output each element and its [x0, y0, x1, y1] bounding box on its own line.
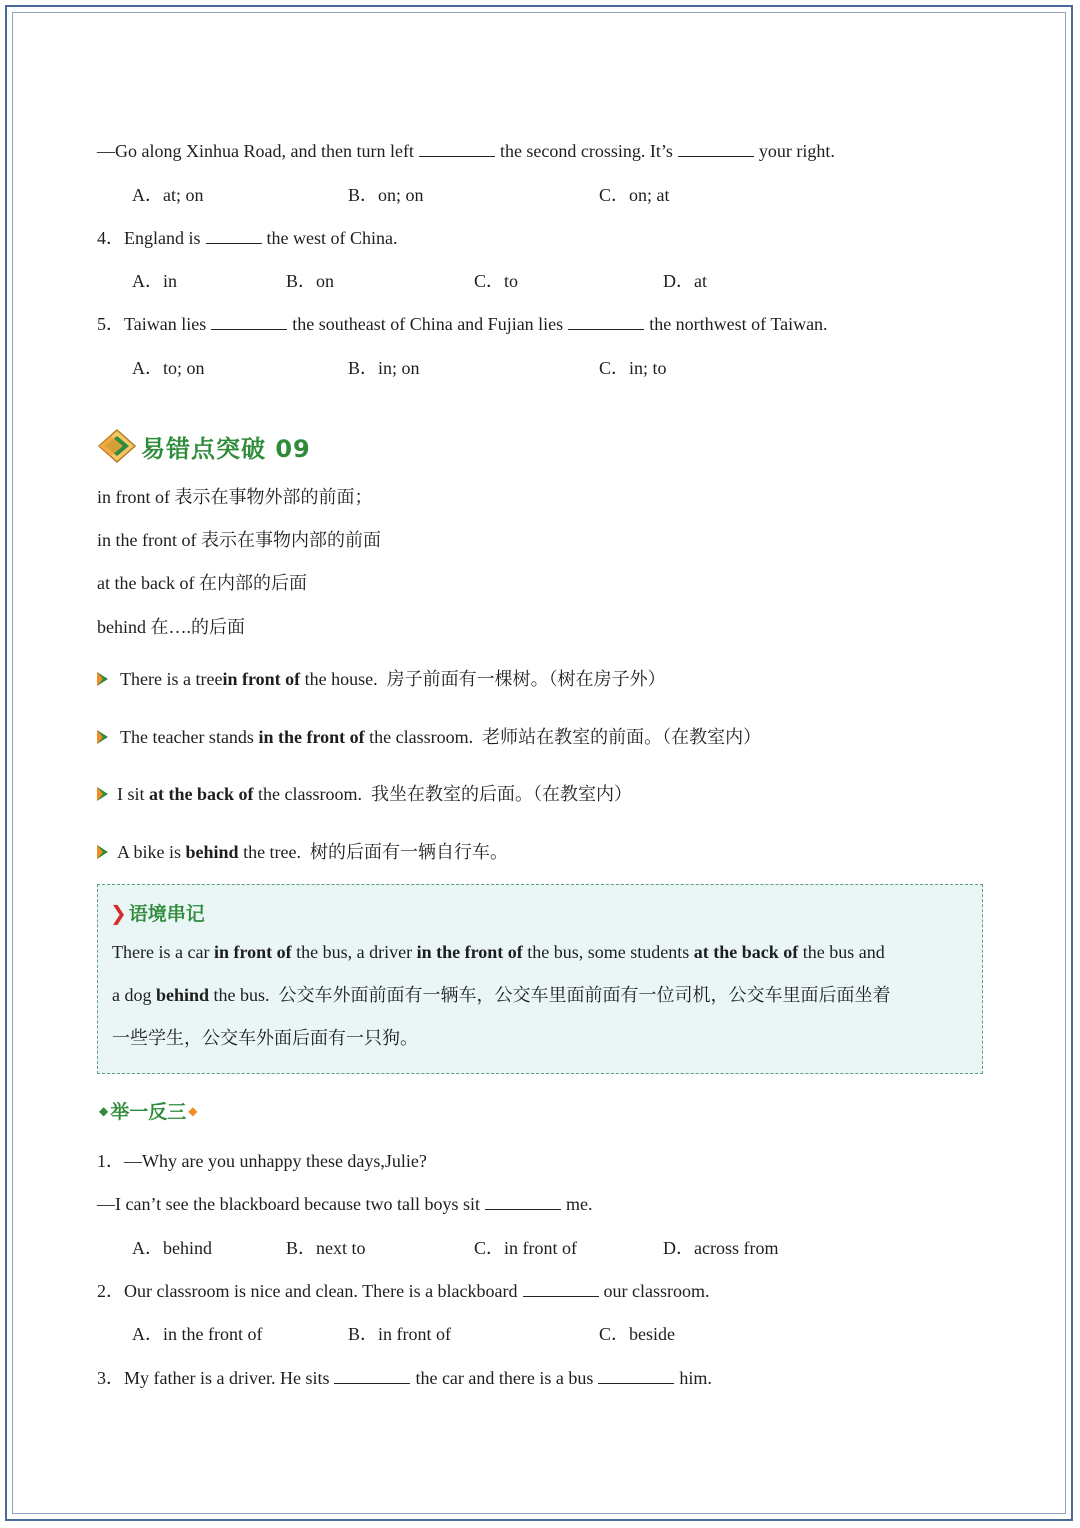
diamond-icon [97, 428, 137, 464]
answer-blank [419, 140, 495, 157]
answer-blank [334, 1367, 410, 1384]
triangle-bullet-icon [97, 845, 108, 859]
practice-2-question [97, 1279, 710, 1303]
memo-line: 一些学生，公交车外面后面有一只狗。 [112, 1028, 418, 1048]
example-keyword: behind [185, 842, 239, 862]
practice-title: 举一反三 [110, 1101, 187, 1123]
memo-text: a dog [112, 985, 156, 1005]
practice-3-question [97, 1366, 712, 1390]
example-text: The teacher stands [120, 727, 259, 747]
memo-text: the bus and [798, 942, 885, 962]
memo-text: There is a car [112, 942, 214, 962]
triangle-bullet-icon [97, 672, 108, 686]
memo-line [112, 940, 885, 964]
question-text: the northwest of Taiwan. [649, 314, 828, 334]
example-keyword: in front of [222, 669, 301, 689]
option-b: B．in; on [348, 358, 420, 378]
section-title: 易错点突破 09 [141, 434, 311, 463]
memo-text: the bus, some students [522, 942, 694, 962]
option-a: A．in [132, 271, 177, 291]
example-text: the classroom. 我坐在教室的后面。（在教室内） [253, 784, 632, 804]
example-sentence [97, 667, 666, 691]
question-text: the second crossing. It’s [499, 141, 673, 161]
answer-blank [598, 1367, 674, 1384]
memo-keyword: behind [156, 985, 210, 1005]
memo-line [112, 983, 891, 1007]
example-keyword: in the front of [258, 727, 365, 747]
option-c: C．in; to [599, 358, 667, 378]
memo-text: the bus, a driver [291, 942, 417, 962]
option-b: B．in front of [348, 1324, 451, 1344]
question-5-text [97, 312, 828, 336]
question-text: the car and there is a bus [415, 1368, 594, 1388]
practice-heading [97, 1097, 199, 1124]
answer-blank [211, 313, 287, 330]
option-c: C．to [474, 271, 519, 291]
question-text: 4．England is [97, 228, 201, 248]
answer-blank [206, 227, 262, 244]
question-text: our classroom. [603, 1281, 710, 1301]
practice-1-question [97, 1192, 593, 1216]
question-4-text [97, 226, 397, 250]
note-line: in the front of 表示在事物内部的前面 [97, 530, 381, 550]
memo-title-text: 语境串记 [128, 903, 205, 925]
example-sentence [97, 840, 508, 864]
triangle-bullet-icon [97, 730, 108, 744]
answer-blank [523, 1280, 599, 1297]
option-a: A．in the front of [132, 1324, 263, 1344]
example-text: I sit [117, 784, 150, 804]
practice-1-question: 1．—Why are you unhappy these days,Julie? [97, 1151, 427, 1171]
example-text: the classroom. 老师站在教室的前面。（在教室内） [364, 727, 762, 747]
option-c: C．beside [599, 1324, 675, 1344]
option-c: C．in front of [474, 1238, 577, 1258]
question-text: 2．Our classroom is nice and clean. There is a blackboard [97, 1281, 518, 1301]
note-line: in front of 表示在事物外部的前面； [97, 487, 373, 507]
example-text: There is a tree [120, 669, 223, 689]
example-sentence [97, 725, 761, 749]
question-text: him. [679, 1368, 712, 1388]
section-heading [97, 428, 311, 464]
question-text: —Go along Xinhua Road, and then turn left [97, 141, 414, 161]
triangle-bullet-icon [97, 787, 108, 801]
context-memo-box [97, 884, 983, 1074]
option-d: D．at [663, 271, 707, 291]
option-a: A．behind [132, 1238, 212, 1258]
note-line: behind 在….的后面 [97, 617, 245, 637]
question-3-text [97, 139, 835, 163]
memo-text: the bus. 公交车外面前面有一辆车，公交车里面前面有一位司机，公交车里面后面坐着 [209, 985, 891, 1005]
answer-blank [678, 140, 754, 157]
option-c: C．on; at [599, 185, 670, 205]
option-a: A．at; on [132, 185, 204, 205]
option-a: A．to; on [132, 358, 205, 378]
option-d: D．across from [663, 1238, 779, 1258]
memo-keyword: at the back of [693, 942, 799, 962]
memo-title [110, 899, 205, 926]
option-b: B．next to [286, 1238, 366, 1258]
memo-keyword: in front of [213, 942, 292, 962]
example-text: A bike is [117, 842, 186, 862]
diamond-icon: ◆ [99, 1103, 109, 1118]
example-text: the tree. 树的后面有一辆自行车。 [238, 842, 509, 862]
example-keyword: at the back of [149, 784, 254, 804]
question-text: the west of China. [266, 228, 398, 248]
question-text: your right. [758, 141, 835, 161]
question-text: —I can’t see the blackboard because two tall boys sit [97, 1194, 481, 1214]
example-text: the house. 房子前面有一棵树。（树在房子外） [300, 669, 666, 689]
example-sentence [97, 782, 632, 806]
question-text: 3．My father is a driver. He sits [97, 1368, 330, 1388]
chevron-right-icon: ❯ [110, 900, 127, 925]
question-text: 5．Taiwan lies [97, 314, 207, 334]
note-line: at the back of 在内部的后面 [97, 573, 307, 593]
answer-blank [568, 313, 644, 330]
question-text: the southeast of China and Fujian lies [292, 314, 564, 334]
diamond-icon: ◆ [188, 1103, 198, 1118]
memo-keyword: in the front of [416, 942, 523, 962]
option-b: B．on; on [348, 185, 424, 205]
question-text: me. [566, 1194, 593, 1214]
option-b: B．on [286, 271, 335, 291]
answer-blank [485, 1193, 561, 1210]
